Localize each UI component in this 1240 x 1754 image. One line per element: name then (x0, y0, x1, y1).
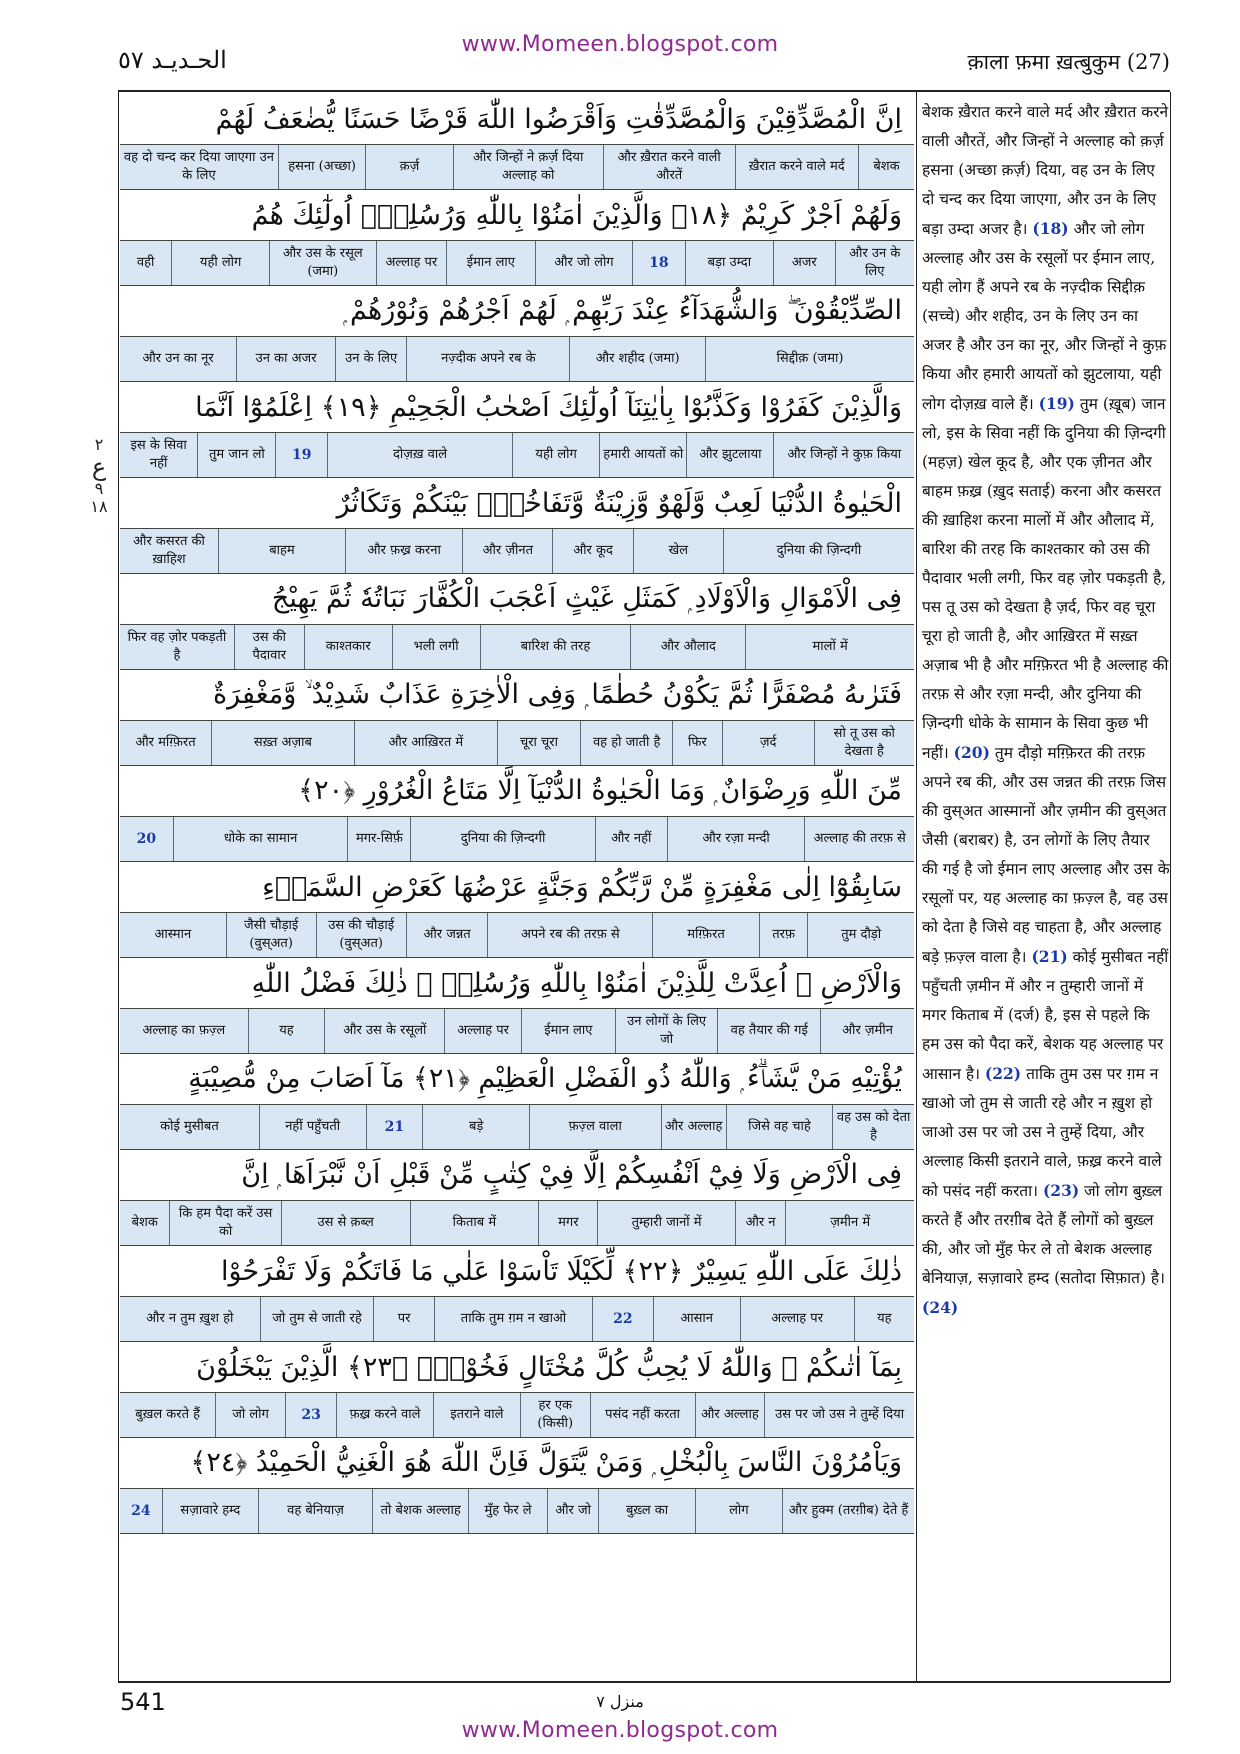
translation-text: कोई मुसीबत नहीं पहुँचती ज़मीन में और न तुम्हारी जानों में मगर किताब में (दर्ज) है, इस से पहले कि हम उस को पैदा करें, बेशक यह अल्लाह पर आसान है। (922, 948, 1169, 1083)
word-meaning-cell: जो लोग (215, 1393, 284, 1437)
word-meaning-cell: और अल्लाह (661, 1105, 726, 1149)
word-meaning-cell: और ख़ैरात करने वाली औरतें (603, 145, 735, 189)
word-meaning-cell: जिसे वह चाहे (726, 1105, 833, 1149)
arabic-verse-line: الْحَيٰوةُ الدُّنْيَا لَعِبٌ وَّلَهْوٌ وَّزِيْنَةٌ وَّتَفَاخُرٌۢ بَيْنَكُمْ وَتَكَاثُرٌ (336, 487, 902, 519)
word-meaning-cell: हसना (अच्छा) (278, 145, 365, 189)
translation-text: तुम (ख़ूब) जान लो, इस के सिवा नहीं कि दुनिया की ज़िन्दगी (महज़) खेल कूद है, और एक ज़ीनत और बाहम फ़ख़्र (ख़ुद सताई) करना और कसरत की ख़ाहिश करना मालों में और औलाद में, बारिश की तरह कि काश्तकार को उस की पैदावार भली लगी, फिर वह ज़ोर पकड़ती है, पस तू उस को देखता है ज़र्द, फिर वह चूरा चूरा हो जाती है, और आख़िरत में सख़्त अज़ाब भी है और मग़्फ़िरत भी है अल्लाह की तरफ़ से और रज़ा मन्दी, और दुनिया की ज़िन्दगी धोके के सामान के सिवा कुछ भी नहीं। (922, 395, 1169, 762)
arabic-verse-line: سَابِقُوْٓا اِلٰى مَغْفِرَةٍ مِّنْ رَّبِّكُمْ وَجَنَّةٍ عَرْضُهَا كَعَرْضِ السَّمَاۗءِ (262, 871, 902, 903)
word-meaning-cell: फ़ज़्ल वाला (529, 1105, 661, 1149)
arabic-verse-line: ذٰلِكَ عَلَى اللّٰهِ يَسِيْرٌ ﴿٢٢﴾ لِّكَيْلَا تَاْسَوْا عَلٰي مَا فَاتَكُمْ وَلَا تَفْرَحُوْا (220, 1255, 902, 1287)
word-meaning-cell: आस्मान (154, 927, 192, 942)
translation-grid-row (120, 1488, 914, 1534)
translation-verse-number: (20) (953, 743, 990, 762)
word-meaning-cell: इस के सिवा नहीं (130, 438, 187, 471)
arabic-verse-line: فِى الْاَرْضِ وَلَا فِيْٓ اَنْفُسِكُمْ اِلَّا فِيْ كِتٰبٍ مِّنْ قَبْلِ اَنْ نَّبْرَاَهَا ۭ اِنَّ (241, 1159, 902, 1190)
word-meaning-cell: क़र्ज़ (365, 145, 452, 189)
word-meaning-cell: भली लगी (392, 625, 480, 669)
word-meaning-cell: और फ़ख्र करना (345, 529, 463, 573)
word-meaning-cell: बारिश की तरह (480, 625, 631, 669)
word-meaning-cell: और जो लोग (535, 241, 633, 285)
translation-grid-row (120, 240, 914, 286)
word-meaning-cell: खेल (633, 529, 723, 573)
word-meaning-cell: बाहम (218, 529, 345, 573)
word-meaning-cell: और आख़िरत में (354, 721, 497, 765)
word-meaning-cell: वही (136, 255, 155, 270)
word-meaning-cell: फ़ख़्र करने वाले (336, 1393, 432, 1437)
verse-number-cell: 18 (632, 241, 684, 285)
translation-paragraph (922, 220, 1166, 413)
word-meaning-cell: और ज़मीन (820, 1009, 914, 1053)
word-meaning-cell: उस की चौड़ाई (वुस्अत) (316, 913, 406, 957)
word-meaning-cell: चूरा चूरा (497, 721, 580, 765)
word-meaning-cell: ज़र्द (722, 721, 814, 765)
translation-grid-row (120, 720, 914, 766)
word-meaning-cell: वह तैयार की गई (717, 1009, 820, 1053)
translation-text: तुम दौड़ो मग़्फ़िरत की तरफ़ अपने रब की, और उस जन्नत की तरफ़ जिस की वुस्अत आस्मानों और ज़मीन की वुस्अत जैसी (बराबर) है, उन लोगों के लिए तैयार की गई है जो ईमान लाए अल्लाह और उस के रसूलों पर, यह अल्लाह का फ़ज़्ल है, वह उस को देता है जिसे वह चाहता है, और अल्लाह बड़े फ़ज़्ल वाला है। (922, 744, 1170, 966)
arabic-verse-line: يُؤْتِيْهِ مَنْ يَّشَاۗءُ ۭ وَاللّٰهُ ذُو الْفَضْلِ الْعَظِيْمِ ﴿٢١﴾ مَآ اَصَابَ مِنْ مُّصِيْبَةٍ (188, 1063, 902, 1094)
arabic-verse-line: فِى الْاَمْوَالِ وَالْاَوْلَادِ ۭ كَمَثَلِ غَيْثٍ اَعْجَبَ الْكُفَّارَ نَبَاتُهٗ ثُمَّ يَهِيْجُ (271, 583, 902, 614)
word-meaning-cell: जो तुम से जाती रहे (260, 1297, 374, 1341)
translation-column (922, 98, 1170, 1678)
verse-number-cell: 20 (136, 831, 157, 847)
page-number: 541 (120, 1688, 166, 1716)
translation-grid-row (120, 624, 914, 670)
word-meaning-cell: अल्लाह पर (740, 1297, 854, 1341)
word-meaning-cell: फिर (672, 721, 721, 765)
word-meaning-cell: तरफ़ (759, 913, 808, 957)
arabic-verse-line: وَالْاَرْضِ ۙ اُعِدَّتْ لِلَّذِيْنَ اٰمَنُوْا بِاللّٰهِ وَرُسُلِهٖ ۭ ذٰلِكَ فَضْلُ اللّٰهِ (251, 967, 902, 999)
translation-verse-number: (19) (1038, 394, 1075, 413)
word-meaning-cell: और हुक्म (तरग़ीब) देते हैं (782, 1489, 914, 1533)
word-meaning-cell: मालों में (745, 625, 914, 669)
ruku-marker: ٢ ع ٩ ١٨ (90, 435, 108, 516)
translation-grid-row (120, 1392, 914, 1438)
translation-paragraph (922, 744, 1170, 966)
frame-right-line (1170, 92, 1171, 1682)
word-meaning-cell: मुँह फेर ले (468, 1489, 546, 1533)
word-meaning-cell: बुख़ल करते हैं (135, 1407, 201, 1422)
word-meaning-cell: और मग़्फ़िरत (135, 735, 196, 750)
word-meaning-cell: और न तुम ख़ुश हो (146, 1311, 234, 1326)
word-meaning-cell: और शहीद (जमा) (569, 337, 705, 381)
word-meaning-cell: आसान (653, 1297, 740, 1341)
site-url-top[interactable]: www.Momeen.blogspot.com (461, 32, 779, 57)
word-meaning-cell: नज़्दीक अपने रब के (406, 337, 569, 381)
translation-text: ताकि तुम उस पर ग़म न खाओ जो तुम से जाती रहे और न ख़ुश हो जाओ उस पर जो उस ने तुम्हें दिया, और अल्लाह किसी इतराने वाले, फ़ख़्र करने वाले को पसंद नहीं करता। (922, 1065, 1162, 1200)
translation-text: जो लोग बुख़्ल करते हैं और तरग़ीब देते हैं लोगों को बुख़्ल की, और जो मुँह फेर ले तो बेशक अल्लाह बेनियाज़, सज़ावारे हम्द (सतोदा सिफ़ात) है। (922, 1182, 1166, 1287)
word-meaning-cell: बेशक (858, 145, 914, 189)
word-meaning-cell: अल्लाह पर (444, 1009, 521, 1053)
translation-grid-row (120, 1104, 914, 1150)
word-meaning-cell: कोई मुसीबत (160, 1119, 219, 1134)
word-meaning-cell: जैसी चौड़ाई (वुस्अत) (226, 913, 316, 957)
word-meaning-cell: सख़्त अज़ाब (211, 721, 354, 765)
word-meaning-cell: इतराने वाले (433, 1393, 520, 1437)
translation-verse-number: (23) (1042, 1181, 1080, 1200)
translation-grid-row (120, 816, 914, 862)
word-meaning-cell: और नहीं (595, 817, 667, 861)
translation-verse-number: (24) (922, 1298, 959, 1317)
translation-grid-row (120, 336, 914, 382)
word-meaning-cell: यही लोग (171, 241, 269, 285)
arabic-verse-line: بِمَآ اٰتٰىكُمْ ۭ وَاللّٰهُ لَا يُحِبُّ كُلَّ مُخْتَالٍ فَخُوْرِۨ ﴿٢٣﴾ الَّذِيْنَ يَبْخَلُوْنَ (196, 1351, 902, 1383)
verse-number-cell: 21 (366, 1105, 423, 1149)
word-meaning-cell: यही लोग (512, 433, 599, 477)
word-meaning-cell: वह दो चन्द कर दिया जाएगा उन के लिए (123, 150, 274, 183)
word-meaning-cell: तुम जान लो (197, 433, 275, 477)
column-divider (916, 92, 917, 1682)
header-rule (118, 90, 1170, 92)
verse-number-cell: 19 (275, 433, 327, 477)
frame-left-line (118, 92, 119, 1682)
word-meaning-cell: ईमान लाए (446, 241, 535, 285)
translation-grid-row (120, 144, 914, 190)
arabic-verse-line: وَيَاْمُرُوْنَ النَّاسَ بِالْبُخْلِ ۭ وَمَنْ يَّتَوَلَّ فَاِنَّ اللّٰهَ هُوَ الْغَنِيُّ الْحَمِيْدُ ﴿٢٤﴾ (190, 1447, 902, 1478)
footer-rule (118, 1681, 1170, 1683)
word-meaning-cell: ईमान लाए (521, 1009, 615, 1053)
manzil-label: منزل ٧ (596, 1692, 644, 1711)
word-meaning-cell: और औलाद (630, 625, 745, 669)
word-meaning-cell: कि हम पैदा करें उस को (169, 1201, 280, 1245)
word-meaning-cell: और जन्नत (406, 913, 488, 957)
word-meaning-cell: और उस के रसूलों (324, 1009, 444, 1053)
word-meaning-cell: और जिन्हों ने कुफ़ किया (773, 433, 914, 477)
verse-number-cell: 22 (592, 1297, 652, 1341)
translation-text: और जो लोग अल्लाह और उस के रसूलों पर ईमान लाए, यही लोग हैं अपने रब के नज़्दीक सिद्दीक़ (सच्चे) और शहीद, उन के लिए उन का अजर है और उन का नूर, और जिन्हों ने कुफ़ किया और हमारी आयतों को झुटलाया, यही लोग दोज़ख़ वाले हैं। (922, 220, 1167, 413)
word-meaning-cell: लोग (695, 1489, 782, 1533)
word-meaning-cell: उन के लिए (335, 337, 406, 381)
translation-verse-number: (22) (984, 1064, 1022, 1083)
translation-paragraph (922, 948, 1168, 1083)
word-meaning-cell: फिर वह ज़ोर पकड़ती है (127, 630, 227, 663)
word-meaning-cell: मग़्फ़िरत (652, 913, 759, 957)
word-meaning-cell: और कसरत की ख़ाहिश (133, 534, 205, 567)
word-meaning-cell: और उन के लिए (835, 241, 915, 285)
translation-paragraph (922, 1065, 1162, 1200)
word-meaning-cell: पसंद नहीं करता (590, 1393, 695, 1437)
word-meaning-cell: और कूद (552, 529, 633, 573)
word-meaning-cell: नहीं पहुँचती (259, 1105, 366, 1149)
word-by-word-column (120, 94, 914, 1534)
arabic-verse-line: اِنَّ الْمُصَّدِّقِيْنَ وَالْمُصَّدِّقٰتِ وَاَقْرَضُوا اللّٰهَ قَرْضًا حَسَنًا يُّضٰعَفُ لَهُمْ (215, 103, 902, 135)
word-meaning-cell: हमारी आयतों को (599, 433, 686, 477)
word-meaning-cell: सज़ावारे हम्द (162, 1489, 258, 1533)
word-meaning-cell: तो बेशक अल्लाह (372, 1489, 468, 1533)
word-meaning-cell: और रज़ा मन्दी (667, 817, 805, 861)
word-meaning-cell: पर (373, 1297, 433, 1341)
word-meaning-cell: और झुटलाया (686, 433, 773, 477)
word-meaning-cell: वह बेनियाज़ (258, 1489, 372, 1533)
translation-grid-row (120, 912, 914, 958)
translation-paragraph (922, 395, 1168, 762)
word-meaning-cell: धोके का सामान (173, 817, 348, 861)
word-meaning-cell: ज़मीन में (785, 1201, 914, 1245)
word-meaning-cell: उस की पैदावार (234, 625, 304, 669)
word-meaning-cell: बेशक (131, 1215, 158, 1230)
word-meaning-cell: सिद्दीक़ (जमा) (705, 337, 914, 381)
word-meaning-cell: उन लोगों के लिए जो (615, 1009, 718, 1053)
arabic-verse-line: مِّنَ اللّٰهِ وَرِضْوَانٌ ۭ وَمَا الْحَيٰوةُ الدُّنْيَآ اِلَّا مَتَاعُ الْغُرُوْرِ ﴿٢٠﴾ (298, 775, 902, 806)
word-meaning-cell: सो तू उस को देखता है (814, 721, 914, 765)
word-meaning-cell: अल्लाह का फ़ज़्ल (142, 1023, 226, 1038)
word-meaning-cell: दोज़ख़ वाले (327, 433, 512, 477)
word-meaning-cell: और उन का नूर (142, 351, 214, 366)
word-meaning-cell: उस पर जो उस ने तुम्हें दिया (764, 1393, 914, 1437)
word-meaning-cell: उस से क़ब्ल (281, 1201, 410, 1245)
word-meaning-cell: बड़ा उम्दा (685, 241, 774, 285)
word-meaning-cell: हर एक (किसी) (520, 1393, 589, 1437)
word-meaning-cell: बुख़्ल का (598, 1489, 694, 1533)
word-meaning-cell: मगर (538, 1201, 597, 1245)
word-meaning-cell: और न (735, 1201, 785, 1245)
word-meaning-cell: अल्लाह की तरफ़ से (804, 817, 914, 861)
arabic-verse-line: وَالَّذِيْنَ كَفَرُوْا وَكَذَّبُوْا بِاٰيٰتِنَآ اُولٰٓئِكَ اَصْحٰبُ الْجَحِيْمِ ﴿١٩﴾ اِعْلَمُوْٓا اَنَّمَا (195, 391, 902, 423)
word-meaning-cell: मगर-सिर्फ़ (347, 817, 410, 861)
word-meaning-cell: उन का अजर (236, 337, 335, 381)
word-meaning-cell: तुम दौड़ो (807, 913, 914, 957)
translation-paragraph (922, 103, 1168, 238)
word-meaning-cell: और जिन्हों ने क़र्ज़ दिया अल्लाह को (453, 145, 603, 189)
word-meaning-cell: यह (248, 1009, 325, 1053)
word-meaning-cell: काश्तकार (304, 625, 392, 669)
translation-verse-number: (18) (1032, 219, 1069, 238)
site-url-bottom[interactable]: www.Momeen.blogspot.com (461, 1718, 779, 1743)
word-meaning-cell: ताकि तुम ग़म न खाओ (434, 1297, 592, 1341)
translation-text: बेशक ख़ैरात करने वाले मर्द और ख़ैरात करने वाली औरतें, और जिन्हों ने अल्लाह को क़र्ज़ हसना (अच्छा क़र्ज़) दिया, वह उन के लिए दो चन्द कर दिया जाएगा, और उन के लिए बड़ा उम्दा अजर है। (922, 103, 1169, 238)
word-meaning-cell: वह उस को देता है (832, 1105, 914, 1149)
word-meaning-cell: अजर (773, 241, 834, 285)
word-meaning-cell: यह (854, 1297, 914, 1341)
translation-paragraph (922, 1182, 1165, 1317)
surah-title: الحـديـد ٥٧ (118, 46, 227, 74)
word-meaning-cell: और अल्लाह (695, 1393, 764, 1437)
word-meaning-cell: दुनिया की ज़िन्दगी (723, 529, 914, 573)
word-meaning-cell: अपने रब की तरफ़ से (487, 913, 652, 957)
verse-number-cell: 23 (285, 1393, 337, 1437)
word-meaning-cell: वह हो जाती है (580, 721, 672, 765)
word-meaning-cell: दुनिया की ज़िन्दगी (410, 817, 594, 861)
verse-number-cell: 24 (131, 1503, 151, 1519)
word-meaning-cell: और ज़ीनत (462, 529, 552, 573)
translation-verse-number: (21) (1031, 947, 1068, 966)
word-meaning-cell: और जो (547, 1489, 599, 1533)
arabic-verse-line: وَلَهُمْ اَجْرٌ كَرِيْمٌ ﴿١٨﴾ وَالَّذِيْنَ اٰمَنُوْا بِاللّٰهِ وَرُسُلِهٖٓ اُولٰٓئِكَ هُمُ (251, 199, 902, 231)
translation-grid-row (120, 432, 914, 478)
word-meaning-cell: बड़े (422, 1105, 529, 1149)
word-meaning-cell: किताब में (410, 1201, 539, 1245)
translation-grid-row (120, 528, 914, 574)
word-meaning-cell: और उस के रसूल (जमा) (269, 241, 376, 285)
arabic-verse-line: الصِّدِّيْقُوْنَ ۖ وَالشُّهَدَآءُ عِنْدَ رَبِّهِمْ ۭ لَهُمْ اَجْرُهُمْ وَنُوْرُهُمْ ۭ (343, 295, 902, 326)
translation-grid-row (120, 1296, 914, 1342)
translation-grid-row (120, 1200, 914, 1246)
word-meaning-cell: ख़ैरात करने वाले मर्द (735, 145, 858, 189)
para-title: क़ाला फ़मा ख़त्बुकुम (27) (967, 50, 1170, 74)
word-meaning-cell: अल्लाह पर (376, 241, 446, 285)
word-meaning-cell: तुम्हारी जानों में (597, 1201, 734, 1245)
arabic-verse-line: فَتَرٰىهُ مُصْفَرًّا ثُمَّ يَكُوْنُ حُطٰمًا ۭ وَفِى الْاٰخِرَةِ عَذَابٌ شَدِيْدٌ ۙ وَّمَغْفِرَةٌ (213, 679, 902, 710)
translation-grid-row (120, 1008, 914, 1054)
